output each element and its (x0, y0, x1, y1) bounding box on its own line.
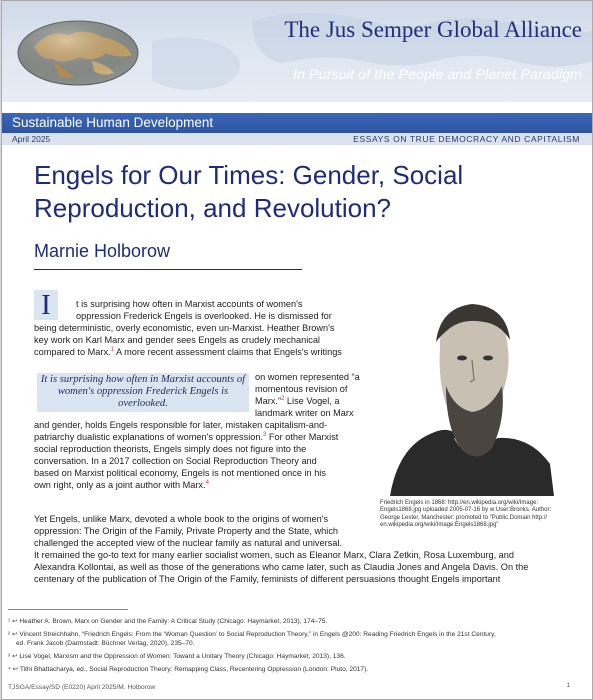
portrait-caption: Friedrich Engels in 1868: http://en.wikipedia.org/wiki/Image: Engels1868.jpg uploaded 2005-07-16 by w:User:Bronks. Author: George Lester, Manchester: promoted to “Public Domain http:// en.wikipedia.org/wiki/Image:Engels1868.jpg” (380, 500, 552, 529)
footnote-mark[interactable]: 2 (281, 395, 285, 402)
body-line: t is surprising how often in Marxist accounts of women's (76, 299, 303, 309)
pull-quote: It is surprising how often in Marxist accounts of women's oppression Frederick Engels is overlooked. (37, 373, 249, 412)
footnote-mark[interactable]: 4 (205, 479, 209, 486)
footnote-rule (8, 609, 128, 610)
body-line: social reproduction theorists, Engels simply does not figure into the (34, 444, 307, 454)
body-line: based on Marxist political economy, Engels is not mentioned once in his (34, 468, 326, 478)
body-line: patriarchy dualistic explanations of women's oppression.$^3$ For other Marxist (34, 431, 339, 442)
footnote-mark[interactable]: 3 (263, 431, 267, 438)
footnote: ² ↩ Vincent Streichhahn, “Friedrich Engels: From the ‘Woman Question’ to Social Reproduction Theory,” in Engels @200: Reading Friedrich Engels in the 21st Century, (8, 631, 496, 638)
drop-cap: I (34, 290, 58, 320)
body-line: Marx.”$^2$ Lise Vogel, a (255, 395, 340, 406)
series-label: ESSAYS ON TRUE DEMOCRACY AND CAPITALISM (353, 134, 580, 144)
body-line: It remained the go-to text for many earlier socialist women, such as Eleanor Marx, Clara Zetkin, Rosa Luxemburg, and (34, 550, 515, 560)
body-line: being deterministic, overly economistic, even un-Marxist. Heather Brown's (34, 323, 335, 333)
footnote-mark[interactable]: 1 (110, 346, 114, 353)
footnote: ed. Frank Jacob (Darmstadt: Büchner Verlag, 2020), 235–70. (16, 640, 195, 647)
page-footer: TJSGA/Essay/SD (E0220) April 2025/M. Holborow (8, 684, 156, 691)
article-author: Marnie Holborow (34, 241, 171, 261)
footnote: ³ ↩ Lise Vogel, Marxism and the Oppression of Women: Toward a Unitary Theory (Chicago: Haymarket, 2013), 136. (8, 653, 346, 660)
body-line: compared to Marx.$^1$ A more recent assessment claims that Engels's writings (34, 346, 342, 357)
body-line: on women represented “a (255, 372, 360, 382)
author-rule (34, 269, 302, 270)
organization-name: The Jus Semper Global Alliance (284, 17, 582, 42)
section-bar (2, 113, 592, 133)
body-line: oppression Frederick Engels is overlooked. He is dismissed for (76, 311, 332, 321)
globe-logo (14, 7, 142, 97)
body-line: landmark writer on Marx (255, 408, 354, 418)
body-line: key work on Karl Marx and gender sees Engels as crudely mechanical (34, 335, 320, 345)
body-line: and gender, holds Engels responsible for later, mistaken capitalism-and- (34, 420, 328, 430)
body-line: momentous revision of (255, 384, 348, 394)
date-bar (2, 133, 592, 145)
issue-date: April 2025 (12, 134, 51, 144)
masthead-banner (2, 1, 592, 102)
section-label: Sustainable Human Development (12, 115, 214, 130)
body-line: oppression: The Origin of the Family, Private Property and the State, which (34, 526, 339, 536)
body-line: Alexandra Kollontai, as well as those of the generations who came later, such as Claudia Jones and Angela Davis. On the (34, 562, 529, 572)
body-line: challenged the accepted view of the nuclear family as natural and universal. (34, 538, 342, 548)
document-page (1, 0, 593, 700)
body-line: conversation. In a 2017 collection on Social Reproduction Theory and (34, 456, 317, 466)
body-line: Yet Engels, unlike Marx, devoted a whole book to the origins of women's (34, 514, 329, 524)
article-title: Engels for Our Times: Gender, Social Reproduction, and Revolution? (34, 160, 464, 223)
footnote: ¹ ↩ Heather A. Brown, Marx on Gender and the Family: A Critical Study (Chicago: Haymarket, 2013), 174–75. (8, 618, 328, 625)
organization-tagline: In Pursuit of the People and Planet Paradigm (293, 66, 582, 82)
engels-portrait-image (380, 288, 558, 496)
body-line: centenary of the publication of The Origin of the Family, feminists of different persuasions thought Engels important (34, 574, 501, 584)
page-number: 1 (566, 682, 570, 689)
footnote: ⁴ ↩ Tithi Bhattacharya, ed., Social Reproduction Theory: Remapping Class, Recentering Oppression (London: Pluto, 2017). (8, 666, 369, 673)
body-line: own right, only as a joint author with Marx.$^4$ (34, 479, 209, 490)
